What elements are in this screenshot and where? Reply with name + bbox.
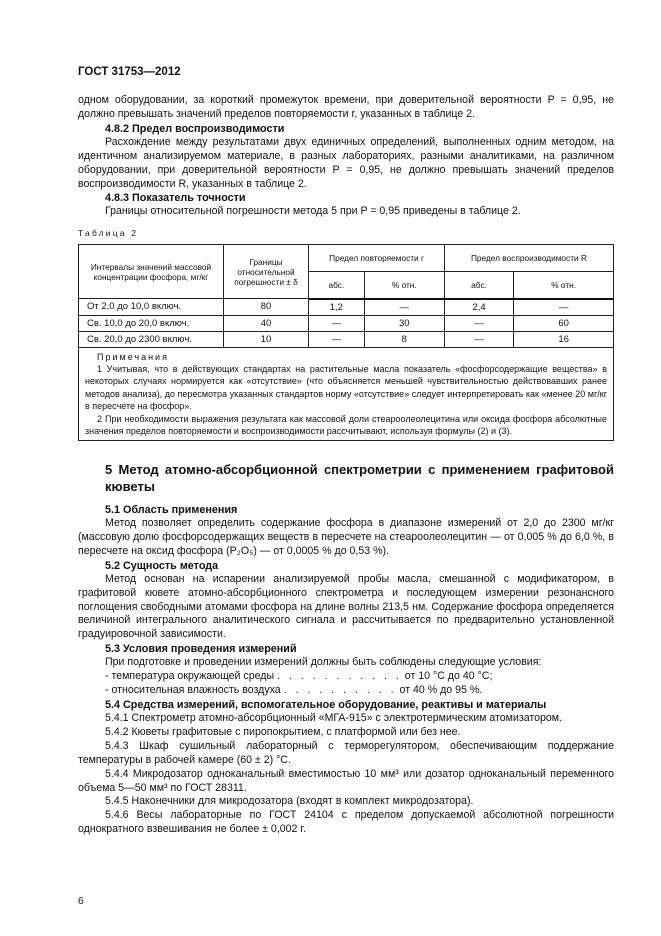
cell: 10 <box>224 331 309 347</box>
cell: 80 <box>224 299 309 316</box>
cell: 30 <box>364 315 444 331</box>
section-5 <box>78 461 614 837</box>
page-number: 6 <box>78 896 84 907</box>
header-interval: Интервалы значений массовой концентрации фосфора, мг/кг <box>79 245 224 299</box>
cell: 16 <box>514 331 614 347</box>
section-title: 5 Метод атомно-абсорбционной спектрометрии с применением графитовой кюветы <box>105 462 614 494</box>
cell: Св. 20,0 до 2300 включ. <box>79 331 224 347</box>
precision-table <box>78 244 614 441</box>
notes-title: Примечания <box>97 351 169 362</box>
heading-5-4: 5.4 Средства измерений, вспомогательное оборудование, реактивы и материалы <box>105 698 547 711</box>
condition-humidity <box>78 684 614 698</box>
note: 2 При необходимости выражения результата как массовой доли стеароолеолецитина или оксида фосфора абсолютные значения пределов повторяемости и воспроизводимости рассчитывают, используя формулы (2) и (3). <box>85 413 607 436</box>
cell: 40 <box>224 315 309 331</box>
table-2 <box>78 228 614 441</box>
leader-dots: . . . . . . . . . . . <box>277 670 402 683</box>
cell: Св. 10,0 до 20,0 включ. <box>79 315 224 331</box>
list-item: 5.4.6 Весы лабораторные по ГОСТ 24104 с пределом допускаемой абсолютной погрешности однократного взвешивания не более ± 0,002 г. <box>78 809 614 836</box>
table-row <box>79 331 614 347</box>
condition-value: от 40 % до 95 %. <box>399 684 483 697</box>
cell: От 2,0 до 10,0 включ. <box>79 299 224 316</box>
header-abs: абс. <box>444 272 513 299</box>
header-reproducibility: Предел воспроизводимости R <box>444 245 613 272</box>
cell: 8 <box>364 331 444 347</box>
paragraph: Метод основан на испарении анализируемой пробы масла, смешанной с модификатором, в графитовой кювете атомно-абсорбционного спектрометра и последующем измерении резонансного поглощения свободными атомами фосфора на длине волны 213,5 нм. Содержание фосфора определяется величиной интегрального аналитического сигнала и рассчитывается по предварительно установленной градуировочной зависимости. <box>78 572 614 641</box>
list-item: 5.4.1 Спектрометр атомно-абсорбционный «МГА-915» с электротермическим атомизатором. <box>105 711 563 724</box>
table-caption: Таблица 2 <box>78 228 139 238</box>
heading-4-8-2: 4.8.2 Предел воспроизводимости <box>105 122 285 135</box>
cell: — <box>364 299 444 316</box>
heading-4-8-3: 4.8.3 Показатель точности <box>105 192 246 205</box>
cell: — <box>444 331 513 347</box>
list-item: 5.4.4 Микродозатор одноканальный вместимостью 10 мм³ или дозатор одноканальный переменного объема 5—50 мм³ по ГОСТ 28311. <box>78 767 614 794</box>
list-item: 5.4.5 Наконечники для микродозатора (входят в комплект микродозатора). <box>105 795 474 808</box>
condition-value: от 10 °С до 40 °С; <box>404 670 493 683</box>
cell: 60 <box>514 315 614 331</box>
header-bounds: Границы относительной погрешности ± δ <box>224 245 309 299</box>
paragraph: одном оборудовании, за короткий промежуток времени, при доверительной вероятности P = 0,95, не должно превышать значений пределов повторяемости r, указанных в таблице 2. <box>78 94 614 120</box>
paragraph: При подготовке и проведении измерений должны быть соблюдены следующие условия: <box>105 656 542 669</box>
heading-5-1: 5.1 Область применения <box>105 504 238 516</box>
header-rel: % отн. <box>364 272 444 299</box>
condition-label: - температура окружающей среды <box>105 670 275 683</box>
heading-5-3: 5.3 Условия проведения измерений <box>105 643 297 656</box>
condition-temperature <box>78 670 614 684</box>
list-item: 5.4.3 Шкаф сушильный лабораторный с терморегулятором, обеспечивающим поддержание температуры в рабочей камере (60 ± 2) °С. <box>78 739 614 766</box>
table-row <box>79 299 614 316</box>
cell: 1,2 <box>309 299 365 316</box>
leader-dots: . . . . . . . . . . <box>283 684 397 697</box>
cell: — <box>309 315 365 331</box>
table-row <box>79 315 614 331</box>
header-rel: % отн. <box>514 272 614 299</box>
cell: 2,4 <box>444 299 513 316</box>
standard-title: ГОСТ 31753—2012 <box>78 66 181 78</box>
heading-5-2: 5.2 Сущность метода <box>105 559 219 572</box>
table-notes <box>79 347 614 441</box>
document-header <box>78 66 614 78</box>
condition-label: - относительная влажность воздуха <box>105 684 281 697</box>
paragraph: Метод позволяет определить содержание фосфора в диапазоне измерений от 2,0 до 2300 мг/кг (массовую долю фосфорсодержащих веществ в пересчете на стеароолеолецитин — от 0,005 % до 6,0 %, в пересчете на оксид фосфора (P₂O₅) — от 0,0005 % до 0,53 %). <box>78 517 614 557</box>
section-4-8 <box>78 94 614 219</box>
paragraph: Границы относительной погрешности метода 5 при P = 0,95 приведены в таблице 2. <box>105 205 521 218</box>
cell: — <box>444 315 513 331</box>
header-repeatability: Предел повторяемости r <box>309 245 445 272</box>
header-abs: абс. <box>309 272 365 299</box>
paragraph: Расхождение между результатами двух единичных определений, выполненных одним методом, на идентичном анализируемом материале, в разных лабораториях, разными аналитиками, на различном оборудовании, при доверительной вероятности P = 0,95, не должно превышать значений пределов воспроизводимости R, указанных в таблице 2. <box>78 135 614 190</box>
cell: — <box>309 331 365 347</box>
list-item: 5.4.2 Кюветы графитовые с пиропокрытием, с платформой или без нее. <box>105 725 461 738</box>
cell: — <box>514 299 614 316</box>
note: 1 Учитывая, что в действующих стандартах на растительные масла показатель «фосфорсодержащие вещества» в некоторых случаях нормируется как «отсутствие» (что объясняется меньшей чувствительностью действовавших ранее методов анализа), до пересмотра указанных стандартов норму «отсутствие» следует интерпретировать как «менее 20 мг/кг в пересчете на фосфор». <box>85 363 607 412</box>
